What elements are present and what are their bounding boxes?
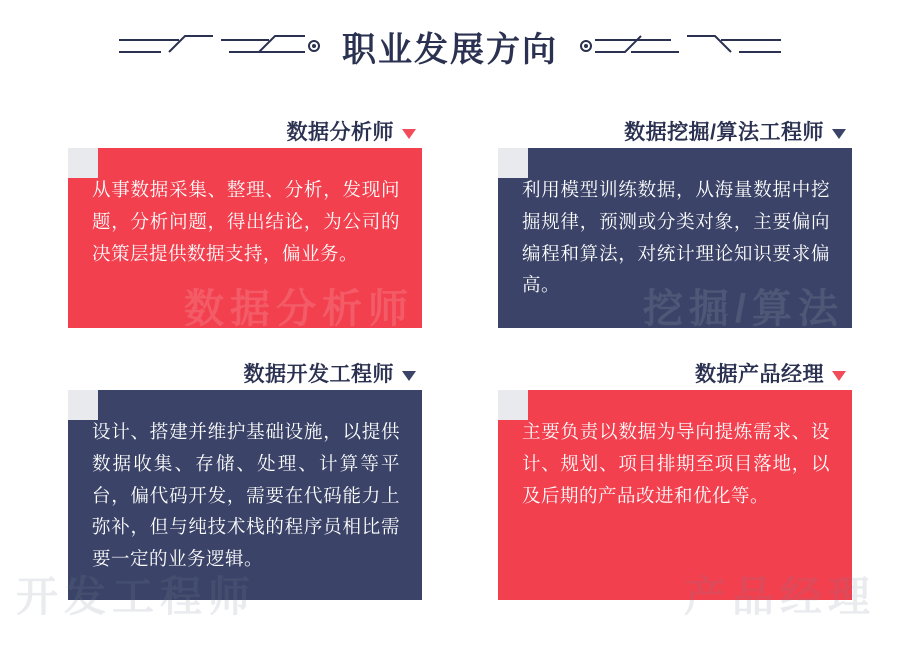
chevron-down-icon	[832, 129, 846, 139]
career-card-product-manager[interactable]	[498, 356, 876, 620]
card-header	[68, 114, 422, 148]
career-card-cell	[0, 338, 450, 620]
card-title: 数据产品经理	[695, 363, 824, 386]
career-card-mining[interactable]	[498, 114, 852, 328]
card-title: 数据分析师	[286, 121, 394, 144]
career-card-cell	[450, 96, 900, 338]
card-description: 设计、搭建并维护基础设施，以提供数据收集、存储、处理、计算等平台，偏代码开发，需要在代码能力上弥补，但与纯技术栈的程序员相比需要一定的业务逻辑。	[92, 421, 400, 570]
card-title: 数据挖掘/算法工程师	[624, 121, 824, 144]
card-title: 数据开发工程师	[243, 363, 394, 386]
right-ornament-icon	[576, 26, 791, 66]
card-watermark: 数据分析师	[184, 287, 414, 328]
career-card-engineer[interactable]	[16, 356, 422, 620]
page-title: 职业发展方向	[342, 30, 558, 69]
card-header	[498, 356, 852, 390]
card-watermark: 产品经理	[683, 573, 876, 620]
card-header	[68, 356, 422, 390]
card-watermark: 开发工程师	[16, 573, 257, 620]
card-header	[498, 114, 852, 148]
chevron-down-icon	[402, 129, 416, 139]
left-ornament-icon	[109, 26, 324, 66]
career-card-cell	[450, 338, 900, 620]
card-body-panel	[68, 390, 422, 600]
career-card-analyst[interactable]	[68, 114, 422, 328]
card-description: 主要负责以数据为导向提炼需求、设计、规划、项目排期至项目落地，以及后期的产品改进和优化等。	[522, 421, 830, 506]
career-card-cell	[0, 96, 450, 338]
card-watermark: 挖掘/算法	[642, 287, 844, 328]
card-body-panel	[498, 148, 852, 328]
page-header	[0, 0, 900, 92]
card-description: 从事数据采集、整理、分析，发现问题，分析问题，得出结论，为公司的决策层提供数据支持，偏业务。	[92, 179, 400, 264]
card-description: 利用模型训练数据，从海量数据中挖掘规律，预测或分类对象，主要偏向编程和算法，对统计理论知识要求偏高。	[522, 179, 830, 296]
card-body-panel	[68, 148, 422, 328]
chevron-down-icon	[832, 371, 846, 381]
chevron-down-icon	[402, 371, 416, 381]
career-cards-grid	[0, 96, 900, 620]
